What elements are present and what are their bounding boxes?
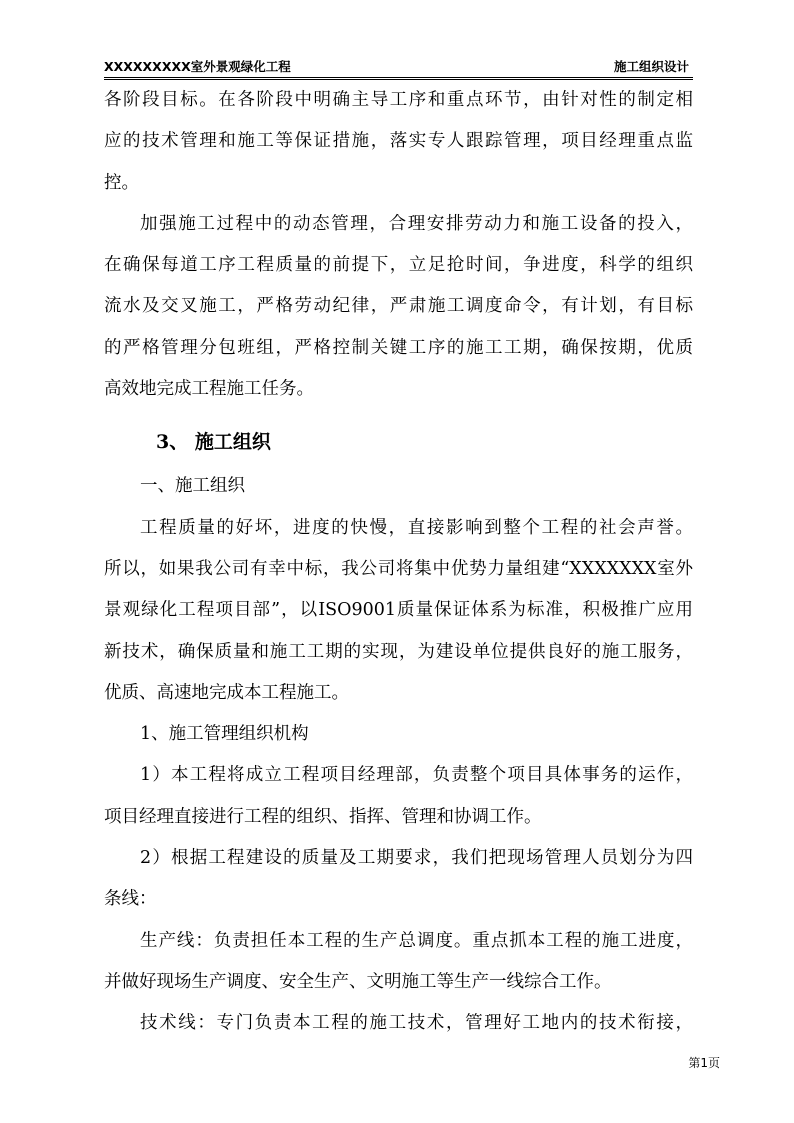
page-number: 第1页 (688, 1056, 720, 1070)
text-line: 工程质量的好坏，进度的快慢，直接影响到整个工程的社会声誉。 (140, 517, 693, 538)
document-body (104, 80, 693, 1045)
subsection-heading: 1、施工管理组织机构 (140, 724, 309, 745)
header-document-type: 施工组织设计 (613, 59, 689, 74)
text-line: 在确保每道工序工程质量的前提下，立足抢时间，争进度，科学的组织 (104, 255, 693, 276)
text-line: 新技术，确保质量和施工工期的实现，为建设单位提供良好的施工服务， (104, 641, 693, 662)
text-line: 高效地完成工程施工任务。 (104, 379, 314, 400)
subsection-heading: 一、施工组织 (140, 476, 245, 497)
text-line: 条线： (104, 889, 157, 910)
text-line: 2）根据工程建设的质量及工期要求，我们把现场管理人员划分为四 (140, 848, 693, 869)
text-line: 的严格管理分包班组，严格控制关键工序的施工工期，确保按期，优质 (104, 337, 693, 358)
text-line: 所以，如果我公司有幸中标，我公司将集中优势力量组建“XXXXXXX室外 (104, 558, 693, 579)
text-line: 技术线：专门负责本工程的施工技术，管理好工地内的技术衔接， (140, 1013, 693, 1034)
text-line: 流水及交叉施工，严格劳动纪律，严肃施工调度命令，有计划，有目标 (104, 296, 693, 317)
text-line: 景观绿化工程项目部”，以ISO9001质量保证体系为标准，积极推广应用 (104, 600, 693, 621)
header-project-title: XXXXXXXXX室外景观绿化工程 (104, 59, 291, 74)
text-line: 各阶段目标。在各阶段中明确主导工序和重点环节，由针对性的制定相 (104, 90, 693, 110)
text-line: 优质、高速地完成本工程施工。 (104, 682, 349, 703)
text-line: 加强施工过程中的动态管理，合理安排劳动力和施工设备的投入， (140, 213, 693, 234)
text-line: 应的技术管理和施工等保证措施，落实专人跟踪管理，项目经理重点监 (104, 131, 693, 152)
text-line: 并做好现场生产调度、安全生产、文明施工等生产一线综合工作。 (104, 971, 612, 992)
text-line: 控。 (104, 172, 139, 193)
text-line: 项目经理直接进行工程的组织、指挥、管理和协调工作。 (104, 806, 542, 827)
page-header (104, 55, 693, 80)
text-line: 1）本工程将成立工程项目经理部，负责整个项目具体事务的运作， (140, 765, 693, 786)
text-line: 生产线：负责担任本工程的生产总调度。重点抓本工程的施工进度， (140, 930, 693, 951)
section-heading: 3、 施工组织 (156, 431, 271, 454)
